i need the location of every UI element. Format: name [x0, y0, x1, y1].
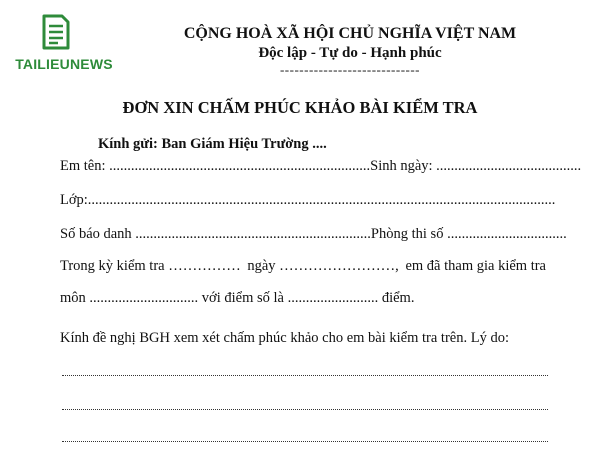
- recipient-line: Kính gửi: Ban Giám Hiệu Trường ....: [98, 136, 327, 152]
- reason-line: [62, 363, 548, 376]
- exam-term: Trong kỳ kiểm tra ……………: [60, 258, 241, 274]
- candidate-room-line: Số báo danh .................................................................Phòng thi số .................................: [60, 226, 567, 242]
- nation-title: CỘNG HOÀ XÃ HỘI CHỦ NGHĨA VIỆT NAM: [183, 25, 517, 42]
- reason-line: [62, 429, 548, 442]
- class-line: Lớp:.................................................................................................................................: [60, 192, 556, 208]
- exam-participation: em đã tham gia kiểm tra: [405, 258, 546, 274]
- motto: Độc lập - Tự do - Hạnh phúc: [258, 45, 442, 61]
- national-header: [150, 24, 550, 77]
- request-line: Kính đề nghị BGH xem xét chấm phúc khảo cho em bài kiểm tra trên. Lý do:: [60, 330, 509, 346]
- header-separator: -----------------------------: [279, 62, 421, 77]
- reason-line: [62, 397, 548, 410]
- name-birth-line: Em tên: ........................................................................Sinh ngày: ........................................: [60, 158, 582, 174]
- site-logo: [14, 14, 114, 78]
- document-icon: [42, 14, 70, 50]
- subject-score-line: môn .............................. với điểm số là ......................... điểm.: [60, 290, 415, 306]
- exam-date: ngày ……………………,: [247, 258, 399, 274]
- logo-text: TAILIEUNEWS: [15, 56, 113, 72]
- form-title: ĐƠN XIN CHẤM PHÚC KHẢO BÀI KIỂM TRA: [122, 98, 478, 117]
- exam-line: [60, 258, 546, 275]
